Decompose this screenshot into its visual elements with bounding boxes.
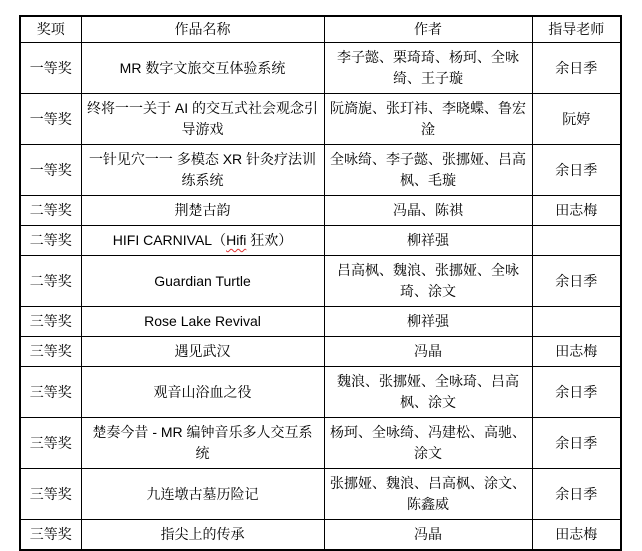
work-name-cell: HIFI CARNIVAL（Hifi 狂欢）: [81, 226, 324, 256]
work-name-cell: Guardian Turtle: [81, 256, 324, 307]
table-row: [20, 307, 621, 337]
teacher-cell: 阮婷: [532, 94, 621, 145]
misspelled-word: Hifi: [226, 232, 247, 248]
award-cell: 一等奖: [20, 43, 81, 94]
award-cell: 三等奖: [20, 469, 81, 520]
work-name-cell: Rose Lake Revival: [81, 307, 324, 337]
work-name-cell: 一针见穴一一 多模态 XR 针灸疗法训练系统: [81, 145, 324, 196]
table-row: [20, 226, 621, 256]
work-name-cell: 观音山浴血之役: [81, 367, 324, 418]
teacher-cell: 田志梅: [532, 520, 621, 551]
award-cell: 二等奖: [20, 256, 81, 307]
teacher-cell: 余日季: [532, 256, 621, 307]
authors-cell: 全咏绮、李子懿、张挪娅、吕高枫、毛璇: [324, 145, 532, 196]
awards-table-body: [20, 43, 621, 551]
table-row: [20, 337, 621, 367]
awards-table: [19, 15, 622, 551]
table-row: [20, 418, 621, 469]
teacher-cell: 余日季: [532, 469, 621, 520]
work-name-cell: 九连墩古墓历险记: [81, 469, 324, 520]
table-row: [20, 520, 621, 551]
table-row: [20, 196, 621, 226]
authors-cell: 张挪娅、魏浪、吕高枫、涂文、陈鑫威: [324, 469, 532, 520]
authors-cell: 冯晶、陈祺: [324, 196, 532, 226]
award-cell: 三等奖: [20, 418, 81, 469]
work-name-cell: MR 数字文旅交互体验系统: [81, 43, 324, 94]
authors-cell: 冯晶: [324, 520, 532, 551]
authors-cell: 冯晶: [324, 337, 532, 367]
teacher-cell: 余日季: [532, 43, 621, 94]
column-header-teacher: 指导老师: [532, 16, 621, 43]
table-row: [20, 145, 621, 196]
header-row: [20, 16, 621, 43]
authors-cell: 魏浪、张挪娅、全咏琦、吕高枫、涂文: [324, 367, 532, 418]
work-name-cell: 荆楚古韵: [81, 196, 324, 226]
authors-cell: 柳祥强: [324, 307, 532, 337]
table-row: [20, 367, 621, 418]
teacher-cell: 田志梅: [532, 337, 621, 367]
award-cell: 三等奖: [20, 520, 81, 551]
work-name-cell: 终将一一关于 AI 的交互式社会观念引导游戏: [81, 94, 324, 145]
table-row: [20, 469, 621, 520]
award-cell: 三等奖: [20, 307, 81, 337]
authors-cell: 李子懿、栗琦琦、杨珂、全咏绮、王子璇: [324, 43, 532, 94]
awards-table-container: [19, 15, 622, 551]
work-name-cell: 遇见武汉: [81, 337, 324, 367]
authors-cell: 吕高枫、魏浪、张挪娅、全咏琦、涂文: [324, 256, 532, 307]
award-cell: 一等奖: [20, 145, 81, 196]
column-header-authors: 作者: [324, 16, 532, 43]
award-cell: 三等奖: [20, 367, 81, 418]
column-header-work-name: 作品名称: [81, 16, 324, 43]
teacher-cell: 余日季: [532, 145, 621, 196]
authors-cell: 杨珂、全咏绮、冯建松、高驰、涂文: [324, 418, 532, 469]
table-row: [20, 256, 621, 307]
authors-cell: 阮旖旎、张玎祎、李晓蝶、鲁宏淦: [324, 94, 532, 145]
teacher-cell: 田志梅: [532, 196, 621, 226]
work-name-cell: 指尖上的传承: [81, 520, 324, 551]
authors-cell: 柳祥强: [324, 226, 532, 256]
award-cell: 三等奖: [20, 337, 81, 367]
teacher-cell: [532, 226, 621, 256]
award-cell: 一等奖: [20, 94, 81, 145]
award-cell: 二等奖: [20, 226, 81, 256]
teacher-cell: 余日季: [532, 418, 621, 469]
table-row: [20, 43, 621, 94]
table-row: [20, 94, 621, 145]
teacher-cell: 余日季: [532, 367, 621, 418]
award-cell: 二等奖: [20, 196, 81, 226]
teacher-cell: [532, 307, 621, 337]
work-name-cell: 楚奏今昔 - MR 编钟音乐多人交互系统: [81, 418, 324, 469]
column-header-award: 奖项: [20, 16, 81, 43]
